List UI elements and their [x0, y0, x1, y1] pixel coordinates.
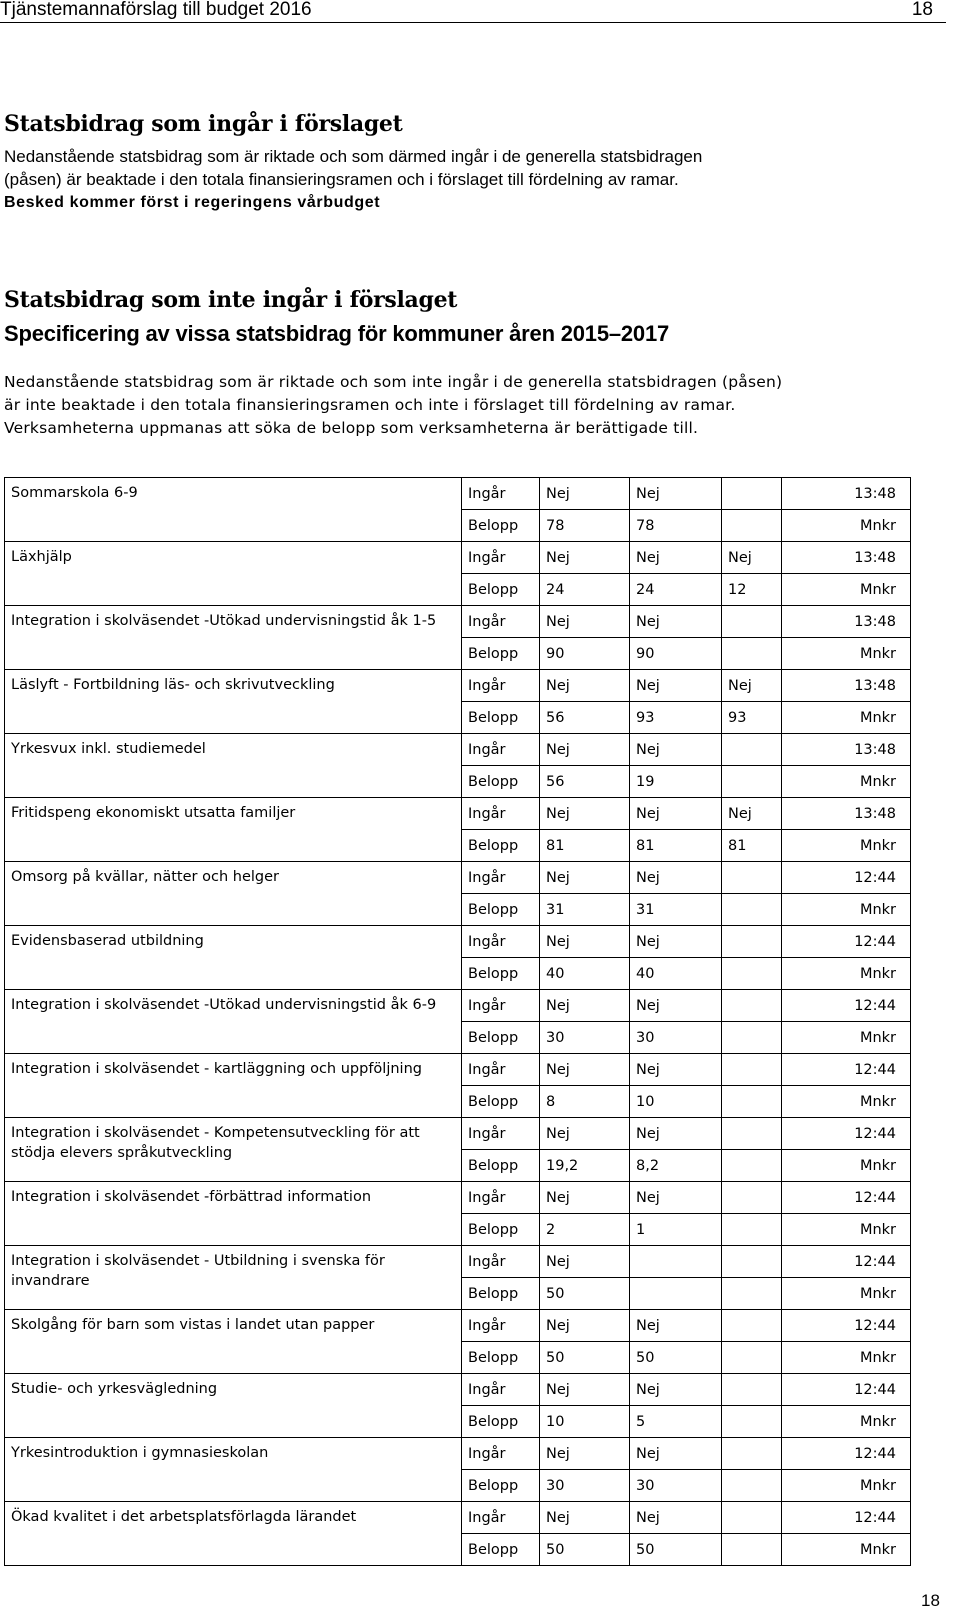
grant-row-status [5, 862, 911, 894]
year-cell: Nej [540, 1118, 630, 1150]
grant-name: Läslyft - Fortbildning läs- och skrivutveckling [5, 670, 462, 734]
row-label: Ingår [462, 1118, 540, 1150]
year-cell: Nej [630, 862, 722, 894]
year-cell: Nej [630, 1118, 722, 1150]
year-cell: Nej [540, 1054, 630, 1086]
amount-cell [722, 638, 782, 670]
amount-cell: 19,2 [540, 1150, 630, 1182]
amount-cell: 81 [540, 830, 630, 862]
grant-name: Skolgång för barn som vistas i landet utan papper [5, 1310, 462, 1374]
amount-cell: 56 [540, 702, 630, 734]
grant-name: Ökad kvalitet i det arbetsplatsförlagda lärandet [5, 1502, 462, 1566]
year-cell [722, 926, 782, 958]
amount-cell: 30 [630, 1022, 722, 1054]
year-cell [722, 1054, 782, 1086]
year-cell [722, 1310, 782, 1342]
amount-unit: Mnkr [782, 1342, 911, 1374]
year-cell: Nej [630, 1054, 722, 1086]
grant-name: Integration i skolväsendet - kartläggning och uppföljning [5, 1054, 462, 1118]
year-cell: Nej [540, 1246, 630, 1278]
grant-section-ref: 12:44 [782, 862, 911, 894]
amount-cell [722, 1214, 782, 1246]
year-cell: Nej [540, 1438, 630, 1470]
grant-row-status [5, 1246, 911, 1278]
year-cell: Nej [540, 670, 630, 702]
row-label: Belopp [462, 574, 540, 606]
amount-cell [722, 766, 782, 798]
amount-cell: 93 [722, 702, 782, 734]
grant-section-ref: 12:44 [782, 1438, 911, 1470]
year-cell: Nej [540, 862, 630, 894]
grant-row-status [5, 606, 911, 638]
grant-name: Integration i skolväsendet - Utbildning i svenska för invandrare [5, 1246, 462, 1310]
amount-unit: Mnkr [782, 894, 911, 926]
amount-cell: 78 [630, 510, 722, 542]
grant-name: Integration i skolväsendet - Kompetensutveckling för att stödja elevers språkutveckling [5, 1118, 462, 1182]
grant-row-status [5, 926, 911, 958]
grant-section-ref: 12:44 [782, 1502, 911, 1534]
amount-cell: 56 [540, 766, 630, 798]
row-label: Belopp [462, 702, 540, 734]
year-cell [722, 990, 782, 1022]
row-label: Belopp [462, 510, 540, 542]
grant-row-status [5, 1310, 911, 1342]
amount-cell: 8,2 [630, 1150, 722, 1182]
grant-name: Studie- och yrkesvägledning [5, 1374, 462, 1438]
row-label: Belopp [462, 1470, 540, 1502]
row-label: Belopp [462, 1406, 540, 1438]
year-cell [722, 1182, 782, 1214]
grant-name: Yrkesintroduktion i gymnasieskolan [5, 1438, 462, 1502]
year-cell: Nej [630, 1502, 722, 1534]
year-cell [722, 1246, 782, 1278]
year-cell [722, 478, 782, 510]
amount-unit: Mnkr [782, 1534, 911, 1566]
amount-cell: 31 [540, 894, 630, 926]
amount-cell: 50 [630, 1342, 722, 1374]
grant-name: Läxhjälp [5, 542, 462, 606]
amount-unit: Mnkr [782, 1150, 911, 1182]
grant-section-ref: 12:44 [782, 926, 911, 958]
year-cell: Nej [630, 990, 722, 1022]
amount-cell: 24 [630, 574, 722, 606]
year-cell: Nej [540, 1310, 630, 1342]
amount-cell: 19 [630, 766, 722, 798]
year-cell: Nej [630, 670, 722, 702]
row-label: Belopp [462, 1278, 540, 1310]
row-label: Ingår [462, 798, 540, 830]
year-cell: Nej [630, 798, 722, 830]
row-label: Ingår [462, 1054, 540, 1086]
grant-name: Integration i skolväsendet -Utökad undervisningstid åk 6-9 [5, 990, 462, 1054]
year-cell: Nej [540, 606, 630, 638]
amount-cell: 81 [630, 830, 722, 862]
year-cell: Nej [630, 1310, 722, 1342]
year-cell: Nej [630, 542, 722, 574]
row-label: Ingår [462, 862, 540, 894]
grant-section-ref: 13:48 [782, 670, 911, 702]
grant-name: Evidensbaserad utbildning [5, 926, 462, 990]
grant-section-ref: 12:44 [782, 1374, 911, 1406]
year-cell: Nej [722, 542, 782, 574]
amount-unit: Mnkr [782, 702, 911, 734]
paragraph-line: Nedanstående statsbidrag som är riktade och som inte ingår i de generella statsbidragen (påsen) [4, 373, 783, 391]
year-cell [722, 1374, 782, 1406]
year-cell [722, 862, 782, 894]
year-cell: Nej [540, 926, 630, 958]
row-label: Belopp [462, 1150, 540, 1182]
amount-cell [722, 1086, 782, 1118]
amount-cell: 12 [722, 574, 782, 606]
row-label: Ingår [462, 926, 540, 958]
amount-cell: 50 [540, 1278, 630, 1310]
grant-section-ref: 12:44 [782, 990, 911, 1022]
grant-row-status [5, 1438, 911, 1470]
grant-section-ref: 12:44 [782, 1118, 911, 1150]
row-label: Ingår [462, 1310, 540, 1342]
amount-unit: Mnkr [782, 638, 911, 670]
paragraph-line: Nedanstående statsbidrag som är riktade och som därmed ingår i de generella statsbidragen [4, 147, 703, 166]
amount-cell: 30 [540, 1022, 630, 1054]
header-page-number: 18 [911, 0, 933, 20]
year-cell: Nej [540, 1182, 630, 1214]
grant-name: Integration i skolväsendet -förbättrad information [5, 1182, 462, 1246]
amount-cell: 2 [540, 1214, 630, 1246]
grant-section-ref: 12:44 [782, 1310, 911, 1342]
row-label: Ingår [462, 1246, 540, 1278]
row-label: Belopp [462, 894, 540, 926]
amount-cell: 31 [630, 894, 722, 926]
row-label: Ingår [462, 1438, 540, 1470]
row-label: Ingår [462, 734, 540, 766]
amount-cell: 30 [540, 1470, 630, 1502]
grant-name: Yrkesvux inkl. studiemedel [5, 734, 462, 798]
grant-name: Integration i skolväsendet -Utökad undervisningstid åk 1-5 [5, 606, 462, 670]
amount-cell [722, 894, 782, 926]
section-not-included-text [4, 371, 946, 440]
year-cell: Nej [630, 478, 722, 510]
paragraph-line: Verksamheterna uppmanas att söka de belopp som verksamheterna är berättigade till. [4, 419, 699, 437]
paragraph-bold-line: Besked kommer först i regeringens vårbudget [4, 194, 381, 211]
grant-name: Omsorg på kvällar, nätter och helger [5, 862, 462, 926]
year-cell [722, 606, 782, 638]
amount-unit: Mnkr [782, 1022, 911, 1054]
amount-cell: 1 [630, 1214, 722, 1246]
amount-cell: 10 [630, 1086, 722, 1118]
grant-row-status [5, 1054, 911, 1086]
amount-cell [630, 1278, 722, 1310]
amount-unit: Mnkr [782, 510, 911, 542]
year-cell: Nej [722, 670, 782, 702]
grant-row-status [5, 1502, 911, 1534]
amount-cell: 50 [540, 1342, 630, 1374]
amount-cell: 8 [540, 1086, 630, 1118]
year-cell: Nej [540, 1502, 630, 1534]
row-label: Belopp [462, 1086, 540, 1118]
grant-section-ref: 12:44 [782, 1054, 911, 1086]
footer-page-number: 18 [921, 1591, 940, 1610]
row-label: Ingår [462, 1374, 540, 1406]
row-label: Belopp [462, 958, 540, 990]
year-cell: Nej [630, 606, 722, 638]
amount-cell: 78 [540, 510, 630, 542]
row-label: Belopp [462, 638, 540, 670]
amount-cell: 40 [540, 958, 630, 990]
amount-unit: Mnkr [782, 958, 911, 990]
year-cell [722, 734, 782, 766]
amount-cell: 90 [630, 638, 722, 670]
amount-cell [722, 1534, 782, 1566]
amount-unit: Mnkr [782, 1214, 911, 1246]
row-label: Ingår [462, 606, 540, 638]
row-label: Ingår [462, 990, 540, 1022]
section-subheading: Specificering av vissa statsbidrag för kommuner åren 2015–2017 [4, 321, 670, 346]
year-cell [722, 1118, 782, 1150]
grant-name: Fritidspeng ekonomiskt utsatta familjer [5, 798, 462, 862]
amount-cell [722, 1150, 782, 1182]
year-cell: Nej [540, 734, 630, 766]
row-label: Belopp [462, 830, 540, 862]
row-label: Belopp [462, 1342, 540, 1374]
amount-cell: 90 [540, 638, 630, 670]
row-label: Ingår [462, 670, 540, 702]
amount-cell [722, 958, 782, 990]
amount-cell [722, 1022, 782, 1054]
year-cell: Nej [540, 478, 630, 510]
grant-section-ref: 12:44 [782, 1246, 911, 1278]
year-cell: Nej [540, 542, 630, 574]
year-cell: Nej [630, 734, 722, 766]
amount-cell: 5 [630, 1406, 722, 1438]
grants-table [4, 477, 911, 1566]
paragraph-line: (påsen) är beaktade i den totala finansieringsramen och i förslaget till fördelning av ramar. [4, 170, 679, 189]
grant-section-ref: 13:48 [782, 606, 911, 638]
amount-unit: Mnkr [782, 830, 911, 862]
amount-unit: Mnkr [782, 766, 911, 798]
row-label: Belopp [462, 1534, 540, 1566]
amount-unit: Mnkr [782, 1086, 911, 1118]
row-label: Belopp [462, 1214, 540, 1246]
grant-row-status [5, 734, 911, 766]
row-label: Ingår [462, 1182, 540, 1214]
grant-section-ref: 13:48 [782, 542, 911, 574]
amount-cell [722, 510, 782, 542]
grant-section-ref: 13:48 [782, 478, 911, 510]
row-label: Belopp [462, 766, 540, 798]
amount-unit: Mnkr [782, 574, 911, 606]
grant-section-ref: 12:44 [782, 1182, 911, 1214]
grant-row-status [5, 1182, 911, 1214]
row-label: Ingår [462, 478, 540, 510]
year-cell [722, 1438, 782, 1470]
amount-cell [722, 1406, 782, 1438]
amount-cell [722, 1470, 782, 1502]
amount-cell: 50 [540, 1534, 630, 1566]
amount-unit: Mnkr [782, 1470, 911, 1502]
amount-cell [722, 1278, 782, 1310]
grant-row-status [5, 670, 911, 702]
year-cell: Nej [540, 1374, 630, 1406]
amount-cell: 40 [630, 958, 722, 990]
grant-row-status [5, 1118, 911, 1150]
grant-name: Sommarskola 6-9 [5, 478, 462, 542]
amount-cell [722, 1342, 782, 1374]
grant-section-ref: 13:48 [782, 798, 911, 830]
amount-unit: Mnkr [782, 1278, 911, 1310]
grant-row-status [5, 990, 911, 1022]
amount-cell: 10 [540, 1406, 630, 1438]
amount-cell: 50 [630, 1534, 722, 1566]
year-cell: Nej [630, 1438, 722, 1470]
amount-cell: 93 [630, 702, 722, 734]
paragraph-line: är inte beaktade i den totala finansieringsramen och inte i förslaget till fördelning av ramar. [4, 396, 736, 414]
year-cell: Nej [630, 1182, 722, 1214]
row-label: Ingår [462, 1502, 540, 1534]
grant-section-ref: 13:48 [782, 734, 911, 766]
year-cell: Nej [630, 926, 722, 958]
year-cell [630, 1246, 722, 1278]
year-cell [722, 1502, 782, 1534]
amount-cell: 30 [630, 1470, 722, 1502]
year-cell: Nej [540, 798, 630, 830]
section-included-text [4, 145, 946, 214]
amount-cell: 24 [540, 574, 630, 606]
amount-cell: 81 [722, 830, 782, 862]
row-label: Belopp [462, 1022, 540, 1054]
year-cell: Nej [540, 990, 630, 1022]
section-heading-included: Statsbidrag som ingår i förslaget [4, 111, 403, 137]
row-label: Ingår [462, 542, 540, 574]
year-cell: Nej [722, 798, 782, 830]
grant-row-status [5, 1374, 911, 1406]
page-header [0, 0, 946, 23]
section-heading-not-included: Statsbidrag som inte ingår i förslaget [4, 287, 458, 313]
amount-unit: Mnkr [782, 1406, 911, 1438]
year-cell: Nej [630, 1374, 722, 1406]
document-title: Tjänstemannaförslag till budget 2016 [0, 0, 312, 20]
grant-row-status [5, 798, 911, 830]
grant-row-status [5, 542, 911, 574]
grant-row-status [5, 478, 911, 510]
